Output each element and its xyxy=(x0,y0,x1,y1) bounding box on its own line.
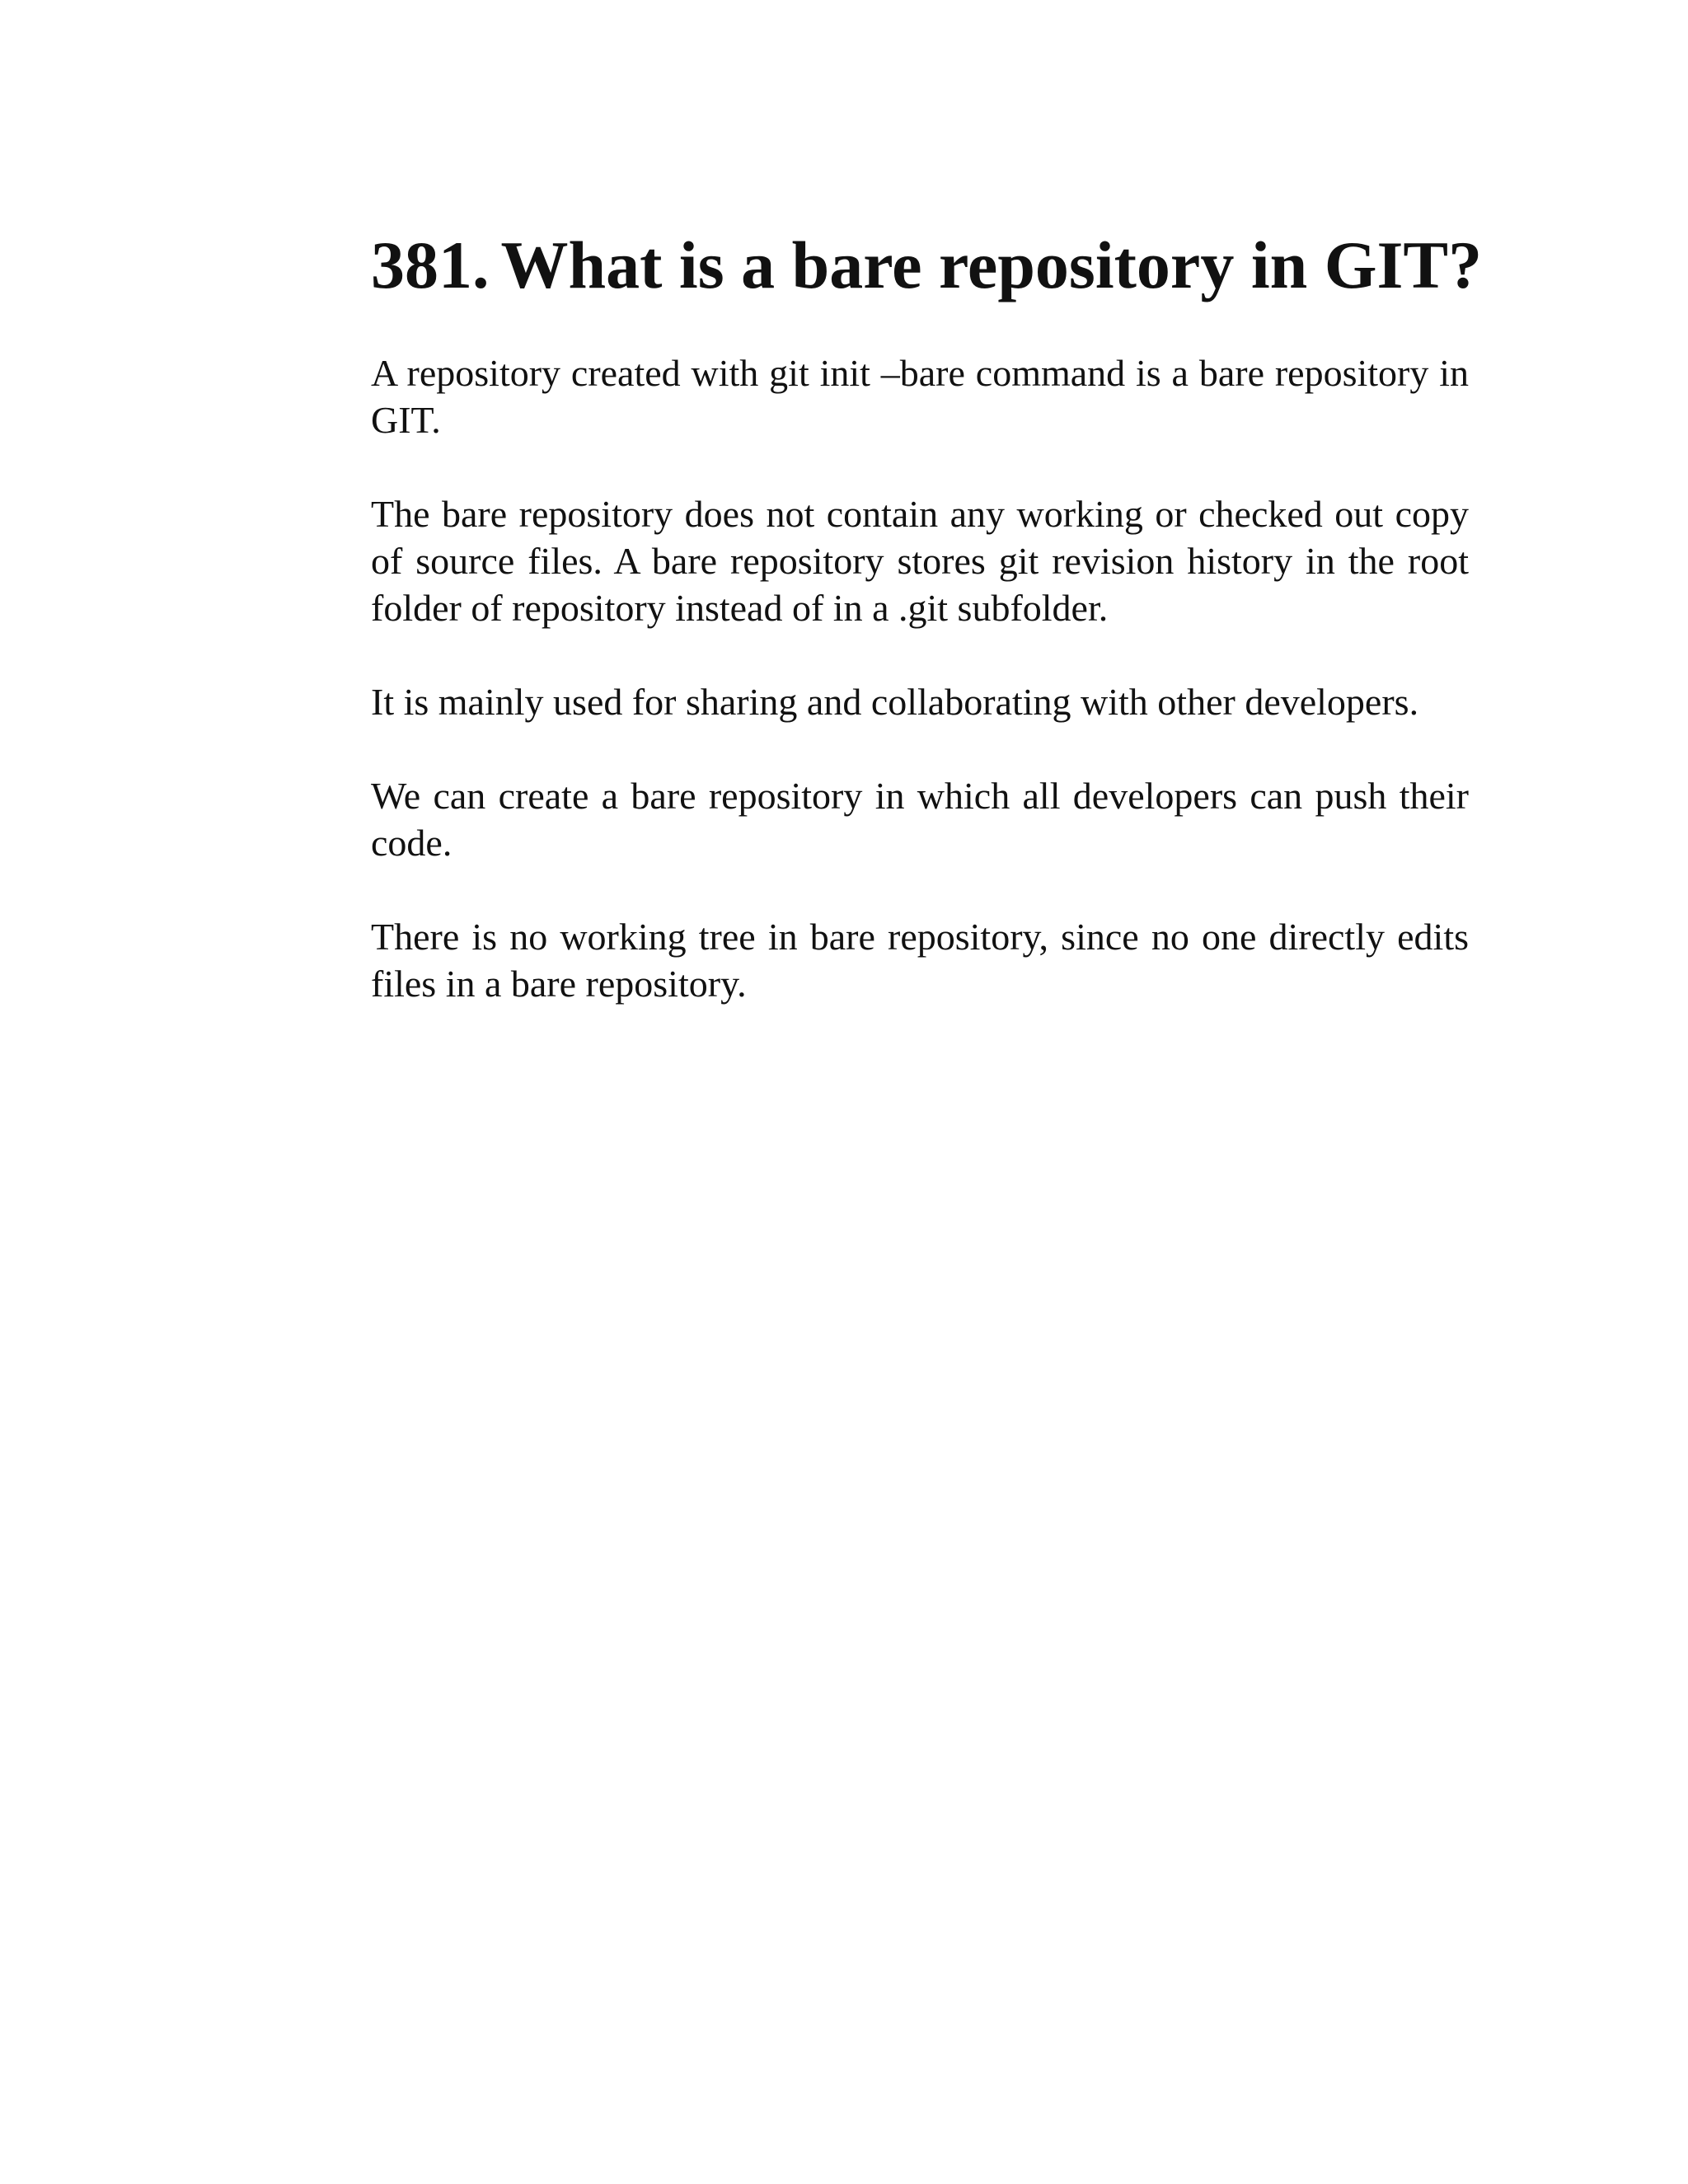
answer-paragraph-2: The bare repository does not contain any working or checked out copy of source files. A bare repository stores git revision history in the root folder of repository instead of in a .git subfolder. xyxy=(371,493,1469,630)
question-title: What is a bare repository in GIT? xyxy=(500,227,1483,302)
document-content xyxy=(371,227,1483,1054)
answer-paragraph-3: It is mainly used for sharing and collaborating with other developers. xyxy=(371,681,1419,724)
question-heading xyxy=(371,227,1483,303)
answer-paragraph-4: We can create a bare repository in which all developers can push their code. xyxy=(371,775,1469,865)
answer-paragraph-5: There is no working tree in bare repository, since no one directly edits files in a bare repository. xyxy=(371,916,1469,1005)
question-number: 381. xyxy=(371,227,490,302)
answer-paragraph-1: A repository created with git init –bare command is a bare repository in GIT. xyxy=(371,352,1469,442)
